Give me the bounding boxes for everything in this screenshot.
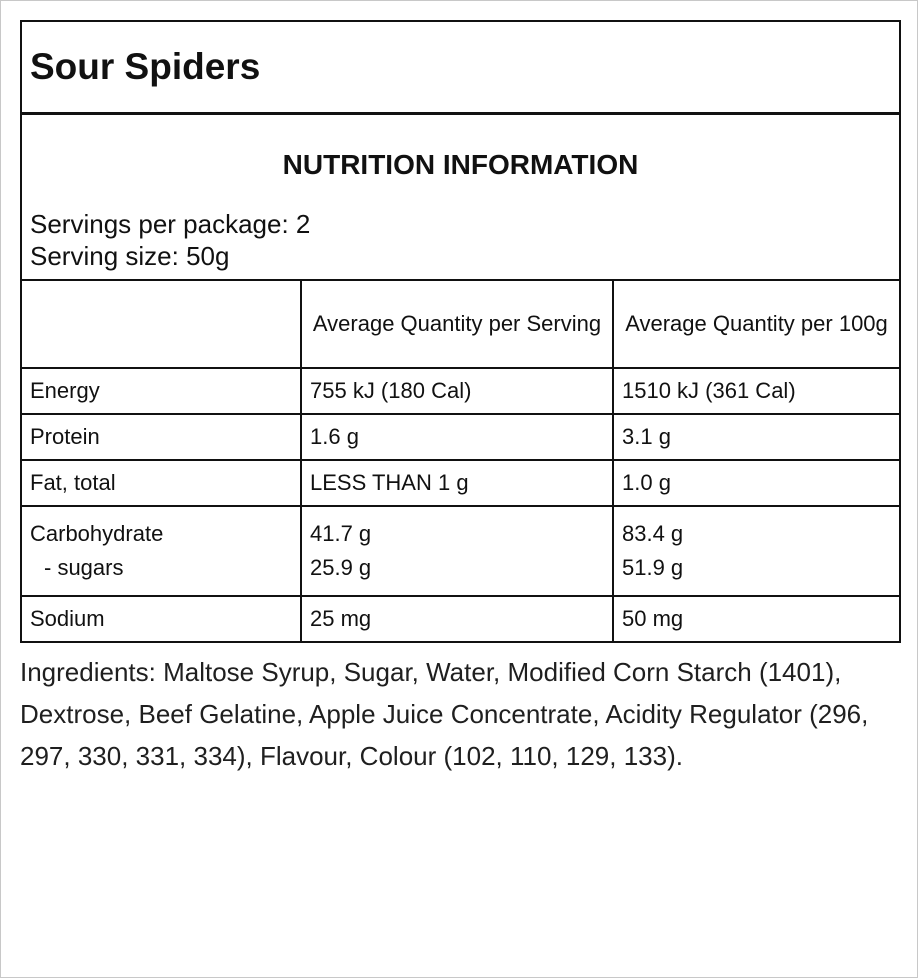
per-100g-value: 50 mg [622, 606, 684, 631]
per-100g-cell [613, 506, 899, 596]
product-title: Sour Spiders [22, 22, 899, 115]
per-serving-value: 25 mg [301, 596, 613, 641]
nutrition-heading: NUTRITION INFORMATION [282, 149, 639, 180]
column-header-per-serving: Average Quantity per Serving [301, 281, 613, 368]
nutrient-name: Protein [22, 414, 301, 460]
column-header-nutrient [22, 281, 301, 368]
per-serving-value: 41.7 g [310, 521, 372, 546]
table-row [22, 596, 899, 641]
table-header-row [22, 281, 899, 368]
nutrient-name: Energy [22, 368, 301, 414]
ingredients-text: Ingredients: Maltose Syrup, Sugar, Water, Modified Corn Starch (1401), Dextrose, Beef Gelatine, Apple Juice Concentrate, Acidity Regulator (296, 297, 330, 331, 334), Flavour, Colour (102, 110, 129, 133). [20, 657, 869, 771]
table-row [22, 414, 899, 460]
per-serving-value: LESS THAN 1 g [301, 460, 613, 506]
serving-size: Serving size: 50g [30, 241, 230, 271]
per-serving-value: 1.6 g [301, 414, 613, 460]
table-row [22, 368, 899, 414]
nutrition-label [20, 20, 901, 643]
per-serving-cell [301, 506, 613, 596]
per-serving-value: 755 kJ (180 Cal) [301, 368, 613, 414]
nutrient-name: Sodium [22, 596, 301, 641]
per-100g-value: 3.1 g [613, 414, 899, 460]
per-100g-value: 83.4 g [622, 521, 684, 546]
nutrition-info-block [22, 115, 899, 281]
per-100g-value: 1.0 g [613, 460, 899, 506]
nutrient-name-cell [22, 506, 301, 596]
per-100g-value: 1510 kJ (361 Cal) [613, 368, 899, 414]
nutrition-table [22, 281, 899, 641]
column-header-per-100g: Average Quantity per 100g [613, 281, 899, 368]
servings-per-package: Servings per package: 2 [30, 209, 311, 239]
sub-nutrient-name: - sugars [44, 555, 124, 580]
table-row [22, 506, 899, 596]
nutrient-name: Carbohydrate [30, 521, 164, 546]
nutrient-name: Fat, total [22, 460, 301, 506]
sub-per-100g-value: 51.9 g [622, 555, 684, 580]
table-row [22, 460, 899, 506]
sub-per-serving-value: 25.9 g [310, 555, 372, 580]
